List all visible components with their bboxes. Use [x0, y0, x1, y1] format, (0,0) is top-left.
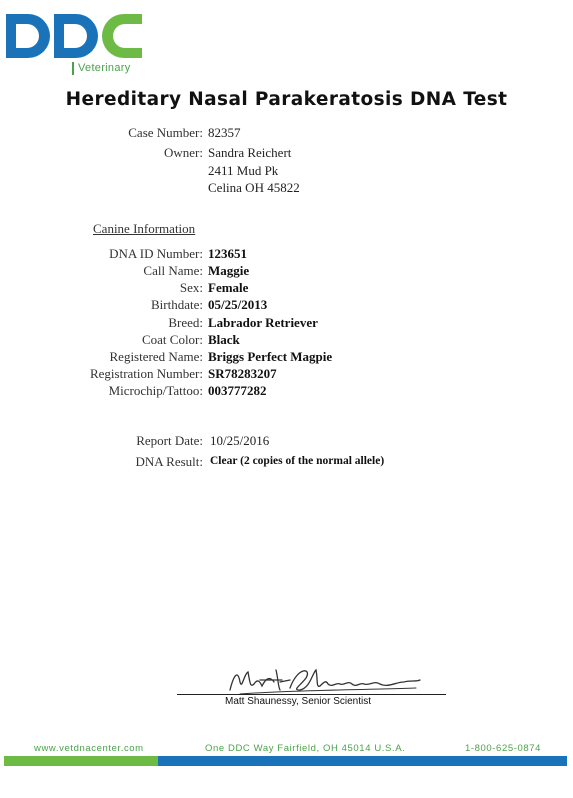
case-number-label: Case Number:	[128, 125, 203, 140]
dna-id-label: DNA ID Number:	[109, 246, 203, 261]
signatory-name: Matt Shaunessy, Senior Scientist	[225, 696, 371, 707]
registered-name-label: Registered Name:	[109, 349, 203, 364]
call-name-label: Call Name:	[143, 263, 203, 278]
dna-id-value: 123651	[208, 246, 247, 261]
microchip-label: Microchip/Tattoo:	[108, 383, 203, 398]
microchip-value: 003777282	[208, 383, 267, 398]
owner-label: Owner:	[164, 145, 203, 160]
sex-label: Sex:	[179, 280, 203, 295]
footer-bar-blue	[158, 756, 567, 766]
footer-website[interactable]: www.vetdnacenter.com	[34, 743, 144, 754]
birthdate-value: 05/25/2013	[208, 297, 268, 312]
breed-value: Labrador Retriever	[208, 315, 318, 330]
birthdate-label: Birthdate:	[151, 297, 203, 312]
signature-line	[177, 694, 446, 695]
footer-address: One DDC Way Fairfield, OH 45014 U.S.A.	[205, 743, 406, 754]
call-name-value: Maggie	[208, 263, 250, 278]
report-date-value: 10/25/2016	[210, 433, 270, 448]
footer-phone: 1-800-625-0874	[465, 743, 542, 754]
canine-section-heading: Canine Information	[93, 221, 196, 236]
logo-d2-shape	[54, 14, 98, 58]
dna-result-value: Clear (2 copies of the normal allele)	[210, 455, 385, 467]
case-number-value: 82357	[208, 125, 241, 140]
owner-address-line2: Celina OH 45822	[208, 180, 300, 195]
registered-name-value: Briggs Perfect Magpie	[208, 349, 333, 364]
coat-color-label: Coat Color:	[141, 332, 203, 347]
owner-address-line1: 2411 Mud Pk	[208, 163, 279, 178]
registration-number-label: Registration Number:	[89, 366, 203, 381]
footer-bar-green	[4, 756, 158, 766]
coat-color-value: Black	[208, 332, 240, 347]
sex-value: Female	[208, 280, 249, 295]
document-title: Hereditary Nasal Parakeratosis DNA Test	[65, 89, 508, 110]
logo-c-shape	[102, 14, 142, 58]
breed-label: Breed:	[168, 315, 203, 330]
logo-subtitle: Veterinary	[78, 62, 131, 74]
logo-d1-shape	[6, 14, 50, 58]
owner-name: Sandra Reichert	[208, 145, 292, 160]
dna-result-label: DNA Result:	[135, 454, 203, 469]
report-date-label: Report Date:	[136, 433, 203, 448]
registration-number-value: SR78283207	[208, 366, 277, 381]
